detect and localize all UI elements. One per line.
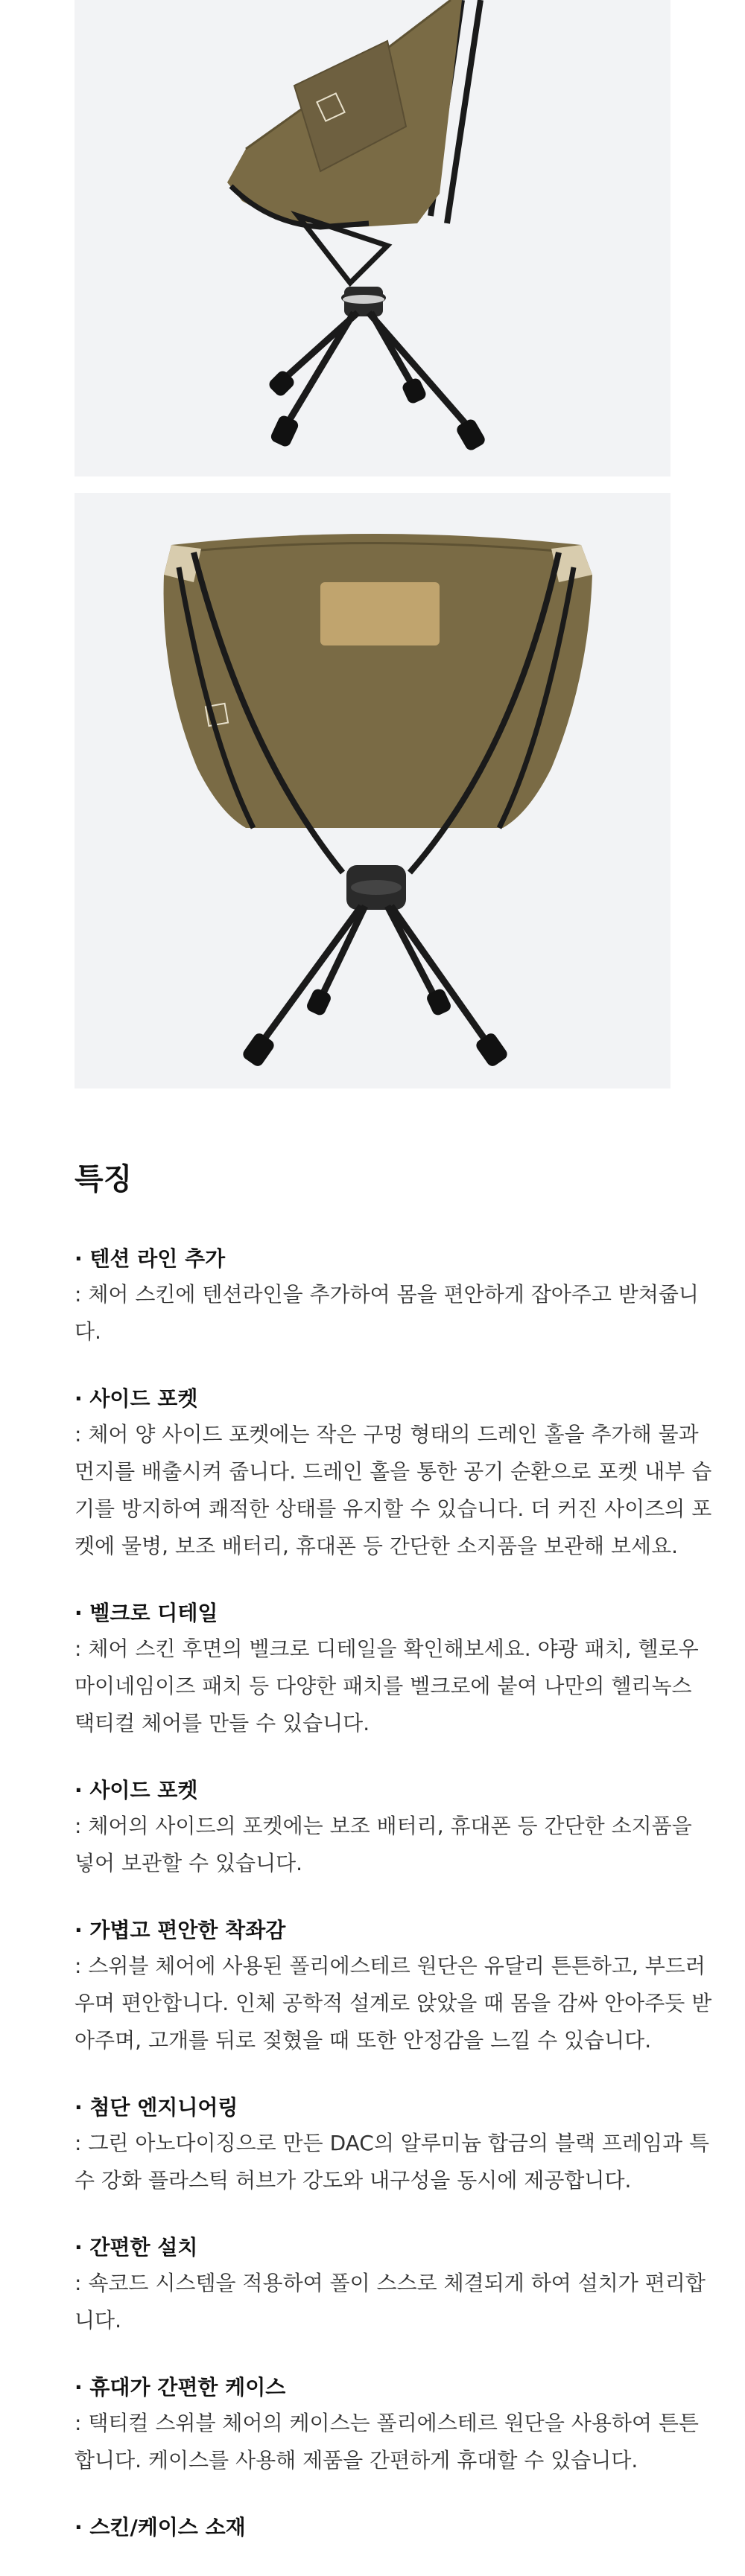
feature-item [74,2231,715,2339]
feature-description: : 체어의 사이드의 포켓에는 보조 배터리, 휴대폰 등 간단한 소지품을 넣어 보관할 수 있습니다. [74,1814,692,1875]
feature-item [74,1596,715,1742]
feature-description: : 그린 아노다이징으로 만든 DAC의 알루미늄 합금의 블랙 프레임과 특수 강화 플라스틱 허브가 강도와 내구성을 동시에 제공합니다. [74,2131,710,2193]
feature-description: : 쇽코드 시스템을 적용하여 폴이 스스로 체결되게 하여 설치가 편리합니다. [74,2271,706,2333]
chair-back-view-image [74,493,670,1088]
feature-item [74,2091,715,2199]
feature-item [74,2510,715,2545]
feature-item [74,1382,715,1565]
feature-title: · 텐션 라인 추가 [74,1246,226,1271]
feature-description: : 체어 양 사이드 포켓에는 작은 구멍 형태의 드레인 홀을 추가해 물과 먼지를 배출시켜 줍니다. 드레인 홀을 통한 공기 순환으로 포켓 내부 습기를 방지하여 쾌적한 상태를 유지할 수 있습니다. 더 커진 사이즈의 포켓에 물병, 보조 배터리, 휴대폰 등 간단한 소지품을 보관해 보세요. [74,1422,712,1558]
feature-item [74,1913,715,2059]
feature-item [74,1773,715,1882]
feature-title: · 첨단 엔지니어링 [74,2095,238,2120]
feature-item [74,2371,715,2479]
feature-description: : 체어 스킨에 텐션라인을 추가하여 몸을 편안하게 잡아주고 받쳐줍니다. [74,1282,699,1344]
feature-title: · 벨크로 디테일 [74,1601,218,1625]
feature-title: · 스킨/케이스 소재 [74,2515,246,2540]
feature-title: · 사이드 포켓 [74,1386,198,1411]
chair-side-view-image [74,0,670,476]
features-heading: 특징 [74,1162,133,1196]
feature-title: · 간편한 설치 [74,2235,198,2260]
features-section [74,1161,715,2576]
feature-title: · 가볍고 편안한 착좌감 [74,1918,286,1942]
feature-description: : 택티컬 스위블 체어의 케이스는 폴리에스테르 원단을 사용하여 튼튼합니다. 케이스를 사용해 제품을 간편하게 휴대할 수 있습니다. [74,2411,699,2473]
feature-description: : 체어 스킨 후면의 벨크로 디테일을 확인해보세요. 야광 패치, 헬로우 마이네임이즈 패치 등 다양한 패치를 벨크로에 붙여 나만의 헬리녹스 택티컬 체어를 만들 수 있습니다. [74,1636,699,1735]
feature-title: · 휴대가 간편한 케이스 [74,2375,286,2400]
feature-item [74,1242,715,1351]
feature-title: · 사이드 포켓 [74,1778,198,1802]
feature-description: : 스위블 체어에 사용된 폴리에스테르 원단은 유달리 튼튼하고, 부드러우며 편안합니다. 인체 공학적 설계로 앉았을 때 몸을 감싸 안아주듯 받아주며, 고개를 뒤로 젖혔을 때 또한 안정감을 느낄 수 있습니다. [74,1954,712,2053]
